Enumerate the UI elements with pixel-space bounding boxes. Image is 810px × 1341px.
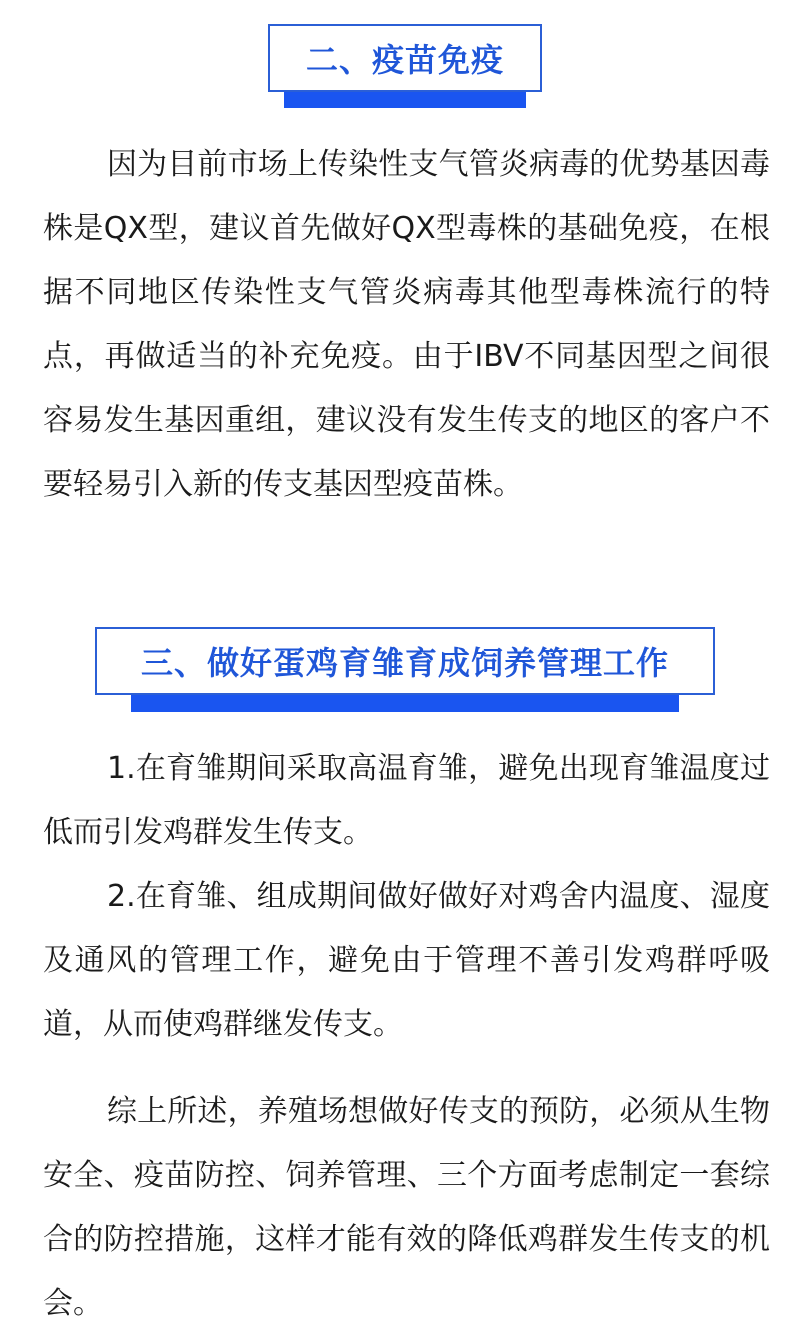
- section-heading-vaccine: [268, 24, 542, 108]
- paragraph-brooding-temperature: 1.在育雏期间采取高温育雏，避免出现育雏温度过低而引发鸡群发生传支。: [43, 751, 770, 850]
- paragraph-vaccine: 因为目前市场上传染性支气管炎病毒的优势基因毒株是QX型，建议首先做好QX型毒株的基础免疫，在根据不同地区传染性支气管炎病毒其他型毒株流行的特点，再做适当的补充免疫。由于IBV不同基因型之间很容易发生基因重组，建议没有发生传支的地区的客户不要轻易引入新的传支基因型疫苗株。: [43, 147, 770, 502]
- heading-text: 二、疫苗免疫: [305, 41, 504, 79]
- heading-text: 三、做好蛋鸡育雏育成饲养管理工作: [140, 644, 669, 682]
- paragraph-house-management: 2.在育雏、组成期间做好做好对鸡舍内温度、湿度及通风的管理工作，避免由于管理不善引发鸡群呼吸道，从而使鸡群继发传支。: [43, 879, 770, 1042]
- heading-box: [95, 627, 715, 695]
- heading-box: [268, 24, 542, 92]
- section-heading-management: [95, 627, 715, 712]
- heading-underline-bar: [131, 694, 679, 712]
- heading-underline-bar: [284, 90, 526, 108]
- paragraph-conclusion: 综上所述，养殖场想做好传支的预防，必须从生物安全、疫苗防控、饲养管理、三个方面考虑制定一套综合的防控措施，这样才能有效的降低鸡群发生传支的机会。: [43, 1094, 770, 1321]
